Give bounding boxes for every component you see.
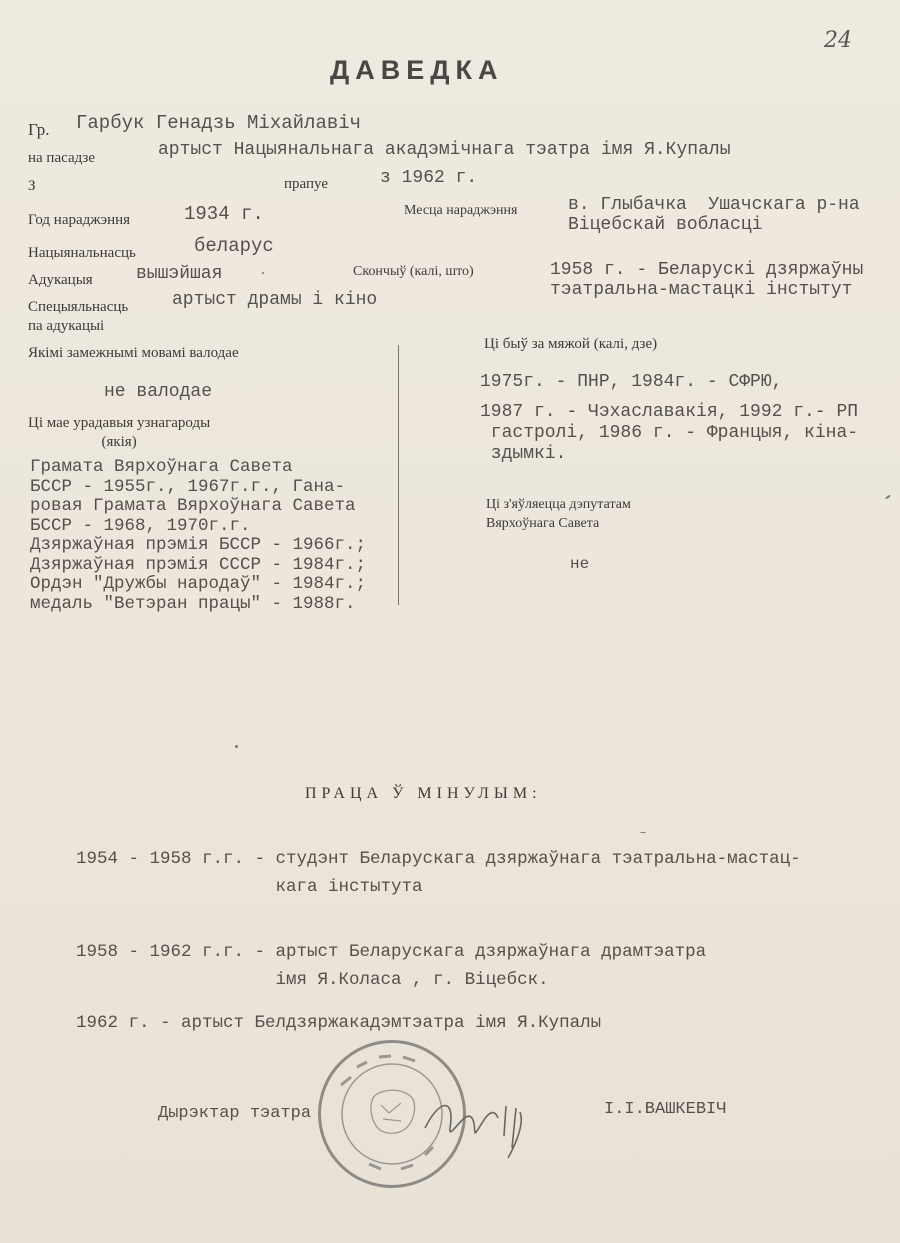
- value-specialty: артыст драмы і кіно: [172, 290, 378, 310]
- past-work-heading: ПРАЦА Ў МІНУЛЫМ:: [305, 785, 542, 802]
- speck: [640, 832, 646, 833]
- label-gr: Гр.: [28, 120, 50, 139]
- label-movy: Якімі замежнымі мовамі валодае: [28, 345, 239, 361]
- speck: [885, 494, 891, 499]
- past-work-entry-1: 1954 - 1958 г.г. - студэнт Беларускага дзяржаўнага тэатральна-мастац- кага інстытута: [76, 849, 801, 897]
- column-divider: [398, 345, 399, 605]
- label-god: Год нараджэння: [28, 212, 131, 228]
- label-za-myazhoy: Ці быў за мяжой (калі, дзе): [484, 336, 658, 352]
- value-birth-place: в. Глыбачка Ушачскага р-на Віцебскай вобласці: [568, 195, 860, 235]
- value-awards: Грамата Вярхоўнага Савета БССР - 1955г., 1967г.г., Гана- ровая Грамата Вярхоўнага Савета БССР - 1968, 1970г.г. Дзяржаўная прэмія БССР - 1966г.; Дзяржаўная прэмія СССР - 1984г.; Ордэн "Дружбы народаў" - 1984г.; медаль "Ветэран працы" - 1988г.: [30, 457, 367, 614]
- value-position: артыст Нацыянальнага акадэмічнага тэатра імя Я.Купалы: [158, 140, 731, 160]
- label-skonchyu: Скончыў (калі, што): [353, 264, 474, 279]
- value-graduated: 1958 г. - Беларускі дзяржаўны тэатральна-мастацкі інстытут: [550, 260, 864, 300]
- label-aduk: Адукацыя: [28, 272, 93, 288]
- document-title: ДАВЕДКА: [330, 55, 504, 85]
- label-nac: Нацыянальнасць: [28, 245, 136, 261]
- value-since: з 1962 г.: [380, 168, 478, 188]
- value-education: вышэйшая: [136, 264, 223, 284]
- value-nationality: беларус: [194, 235, 274, 257]
- value-birth-year: 1934 г.: [184, 203, 264, 225]
- director-name: І.І.ВАШКЕВІЧ: [604, 1100, 727, 1119]
- value-deputy: не: [570, 555, 590, 573]
- label-prapue: прапуе: [284, 176, 328, 192]
- past-work-entry-2: 1958 - 1962 г.г. - артыст Беларускага дзяржаўнага драмтэатра імя Я.Коласа , г. Віцебск.: [76, 942, 707, 990]
- value-abroad-1: 1975г. - ПНР, 1984г. - СФРЮ,: [480, 372, 783, 392]
- past-work-entry-3: 1962 г. - артыст Белдзяржакадэмтэатра імя Я.Купалы: [76, 1013, 602, 1033]
- speck: [235, 745, 238, 748]
- label-mesca: Месца нараджэння: [404, 203, 518, 218]
- value-abroad-2: 1987 г. - Чэхаславакія, 1992 г.- РП гастролі, 1986 г. - Францыя, кіна- здымкі.: [480, 402, 859, 464]
- director-label: Дырэктар тэатра: [158, 1104, 312, 1123]
- label-uznagarody: Ці мае урадавыя узнагароды (якія): [28, 415, 211, 450]
- label-z: З: [28, 178, 36, 194]
- value-languages: не валодае: [104, 382, 213, 402]
- page-number: 24: [824, 28, 852, 53]
- label-deputat: Ці з'яўляецца дэпутатам Вярхоўнага Савета: [486, 497, 631, 531]
- label-na-pasadze: на пасадзе: [28, 150, 96, 166]
- signature-scribble-icon: [420, 1088, 550, 1168]
- value-name: Гарбук Генадзь Міхайлавіч: [76, 112, 362, 134]
- label-spec: Спецыяльнасць па адукацыі: [28, 299, 129, 334]
- speck: [262, 272, 264, 274]
